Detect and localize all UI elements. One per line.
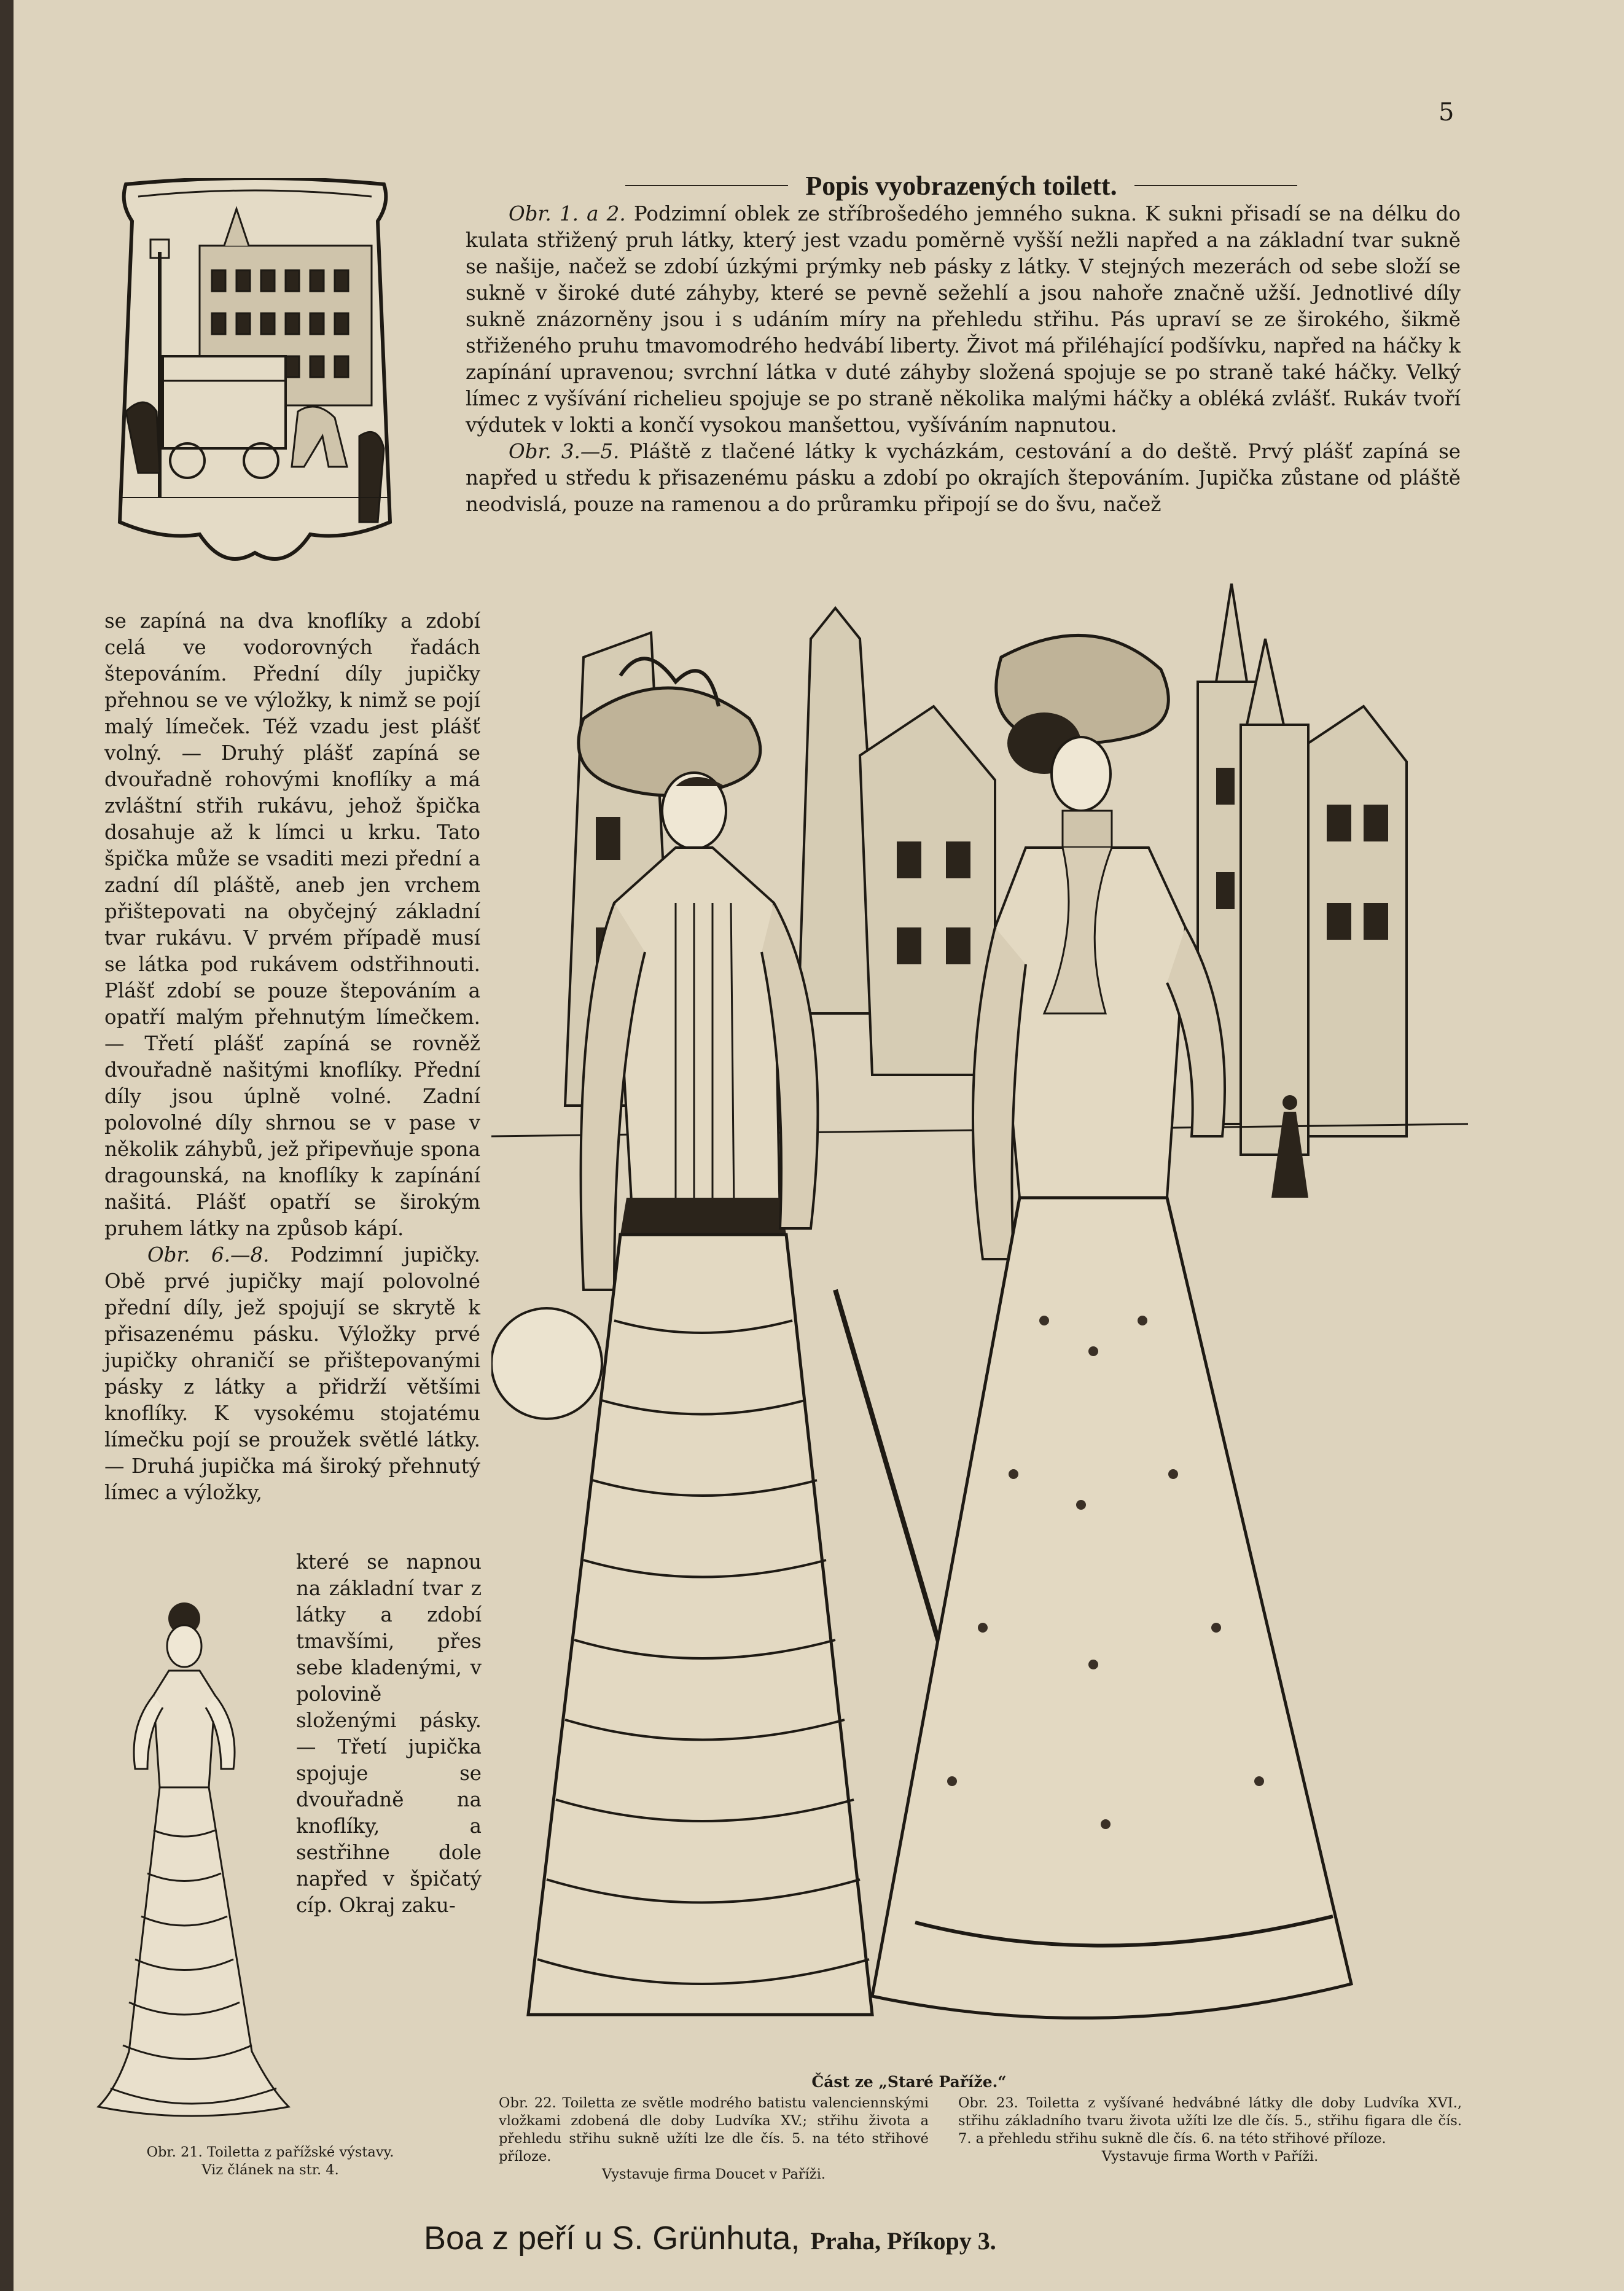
- footer-address: Praha, Příkopy 3.: [810, 2227, 996, 2255]
- footer-brand: Boa z peří u S. Grünhuta,: [424, 2220, 800, 2257]
- figure-22-exhibitor: Vystavuje firma Doucet v Paříži.: [601, 2166, 826, 2182]
- page-number: 5: [1439, 98, 1454, 127]
- paragraph-text: Podzimní oblek ze stříbrošedého jemného sukna. K sukni přisadí se na délku do kulata střižený pruh látky, který jest vzadu poměrně vyšší nežli napřed a na základní tvar sukně se našije, načež se zdobí úzkými prýmky neb pásky z látky. V stejných mezerách od sebe složí se sukně v široké duté záhyby, které se pevně sežehlí a jsou nahoře značně užší. Jednotlivé díly sukně znázorněny jsou i s udáním míry na přehledu střihu. Pás upraví se ze širokého, šikmě střiženého pruhu tmavomodrého hedvábí liberty. Život má přiléhající podšívku, napřed na háčky k zapínání upravenou; svrchní látka v duté záhyby složená spojuje se po straně také háčky. Velký límec z vyšívání richelieu spojuje se po straně několika malými háčky a obléká zvlášť. Rukáv tvoří výdutek v lokti a končí vysokou manšettou, vyšíváním napnutou.: [466, 202, 1461, 437]
- paragraph-text: Podzimní jupičky. Obě prvé jupičky mají polovolné přední díly, jež spojují se skrytě k přisazenému pásku. Výložky prvé jupičky ohraničí se přištepovanými pásky z látky a přidrží většími knoflíky. K vysokému stojatému límečku pojí se proužek světlé látky. — Druhá jupička má široký přehnutý límec a výložky,: [104, 1243, 480, 1504]
- figure-21-caption: [111, 2144, 430, 2179]
- narrow-column-paragraph: které se napnou na základní tvar z látky a zdobí tmavšími, přes sebe kladenými, v polovině složenými pásky. — Třetí jupička spojuje se dvouřadně na knoflíky, a sestřihne dole napřed v špičatý cíp. Okraj zaku-: [296, 1550, 482, 1917]
- paragraph-obr-6-8: [104, 1242, 480, 1506]
- left-column-text: [104, 608, 480, 1506]
- figure-ref: Obr. 3.—5.: [509, 440, 620, 463]
- figure-ref: Obr. 6.—8.: [147, 1243, 270, 1266]
- section-title: Popis vyobrazených toilett.: [805, 170, 1117, 201]
- street-scene-vignette: [101, 178, 408, 577]
- left-column-paragraph: se zapíná na dva knoflíky a zdobí celá ve vodorovných řadách štepováním. Přední díly jupičky přehnou se ve výložky, k nimž se pojí malý límeček. Též vzadu jest plášť volný. — Druhý plášť zapíná se dvouřadně rohovými knoflíky a má zvláštní střih rukávu, jehož špička dosahuje až k límci u krku. Tato špička může se vsaditi mezi přední a zadní díl pláště, aneb jen vrchem přištepovati na obyčejný základní tvar rukávu. V prvém případě musí se látka pod rukávem odstřihnouti. Plášť zdobí se pouze štepováním a opatří malým přehnutým límečkem. — Třetí plášť zapíná se rovněž dvouřadně našitými knoflíky. Přední díly jsou úplně volné. Zadní polovolné díly shrnou se v pase v několik záhybů, jež připevňuje spona dragounská, na knoflíky k zapínání našitá. Plášť opatří se širokým pruhem látky na způsob kápí.: [104, 609, 480, 1240]
- figure-21-dress-illustration: [92, 1585, 295, 2131]
- paragraph-obr-3-5: [466, 439, 1461, 518]
- figure-21-caption-line1: Obr. 21. Toiletta z pařížské výstavy.: [146, 2144, 394, 2160]
- figure-22-caption-text: Obr. 22. Toiletta ze světle modrého batistu valenciennskými vložkami zdobená dle doby Ludvíka XV.; střihu života a přehledu střihu sukně užíti lze dle čís. 5. na této střihové příloze.: [499, 2095, 929, 2164]
- footer-advertisement: [424, 2219, 1284, 2257]
- figure-ref: Obr. 1. a 2.: [509, 202, 626, 225]
- top-article-text: [466, 201, 1461, 518]
- figure-23-exhibitor: Vystavuje firma Worth v Paříži.: [1101, 2149, 1319, 2164]
- paragraph-obr-1-2: [466, 201, 1461, 439]
- narrow-column-text: [296, 1549, 482, 1919]
- figure-23-caption: [958, 2094, 1462, 2166]
- figures-22-23-heading: Část ze „Staré Paříže.“: [811, 2073, 1007, 2091]
- title-rule-right: [1134, 185, 1297, 186]
- paragraph-text: Pláště z tlačené látky k vycházkám, cestování a do deště. Prvý plášť zapíná se napřed u středu k přisazenému pásku a zdobí po okrajích štepováním. Jupička zůstane od pláště neodvislá, pouze na ramenou a do průramku připojí se do švu, načež: [466, 440, 1461, 516]
- figure-21-caption-line2: Viz článek na str. 4.: [201, 2162, 339, 2178]
- section-header: [608, 167, 1314, 204]
- figure-22-caption: [499, 2094, 929, 2184]
- title-rule-left: [625, 185, 788, 186]
- page-binding-edge: [0, 0, 14, 2291]
- figure-23-caption-text: Obr. 23. Toiletta z vyšívané hedvábné látky dle doby Ludvíka XVI., střihu základního tvaru života užíti lze dle čís. 5., střihu figara dle čís. 7. a přehledu střihu sukně dle čís. 6. na této střihové příloze.: [958, 2095, 1462, 2147]
- figures-22-23-old-paris-illustration: [491, 583, 1468, 2064]
